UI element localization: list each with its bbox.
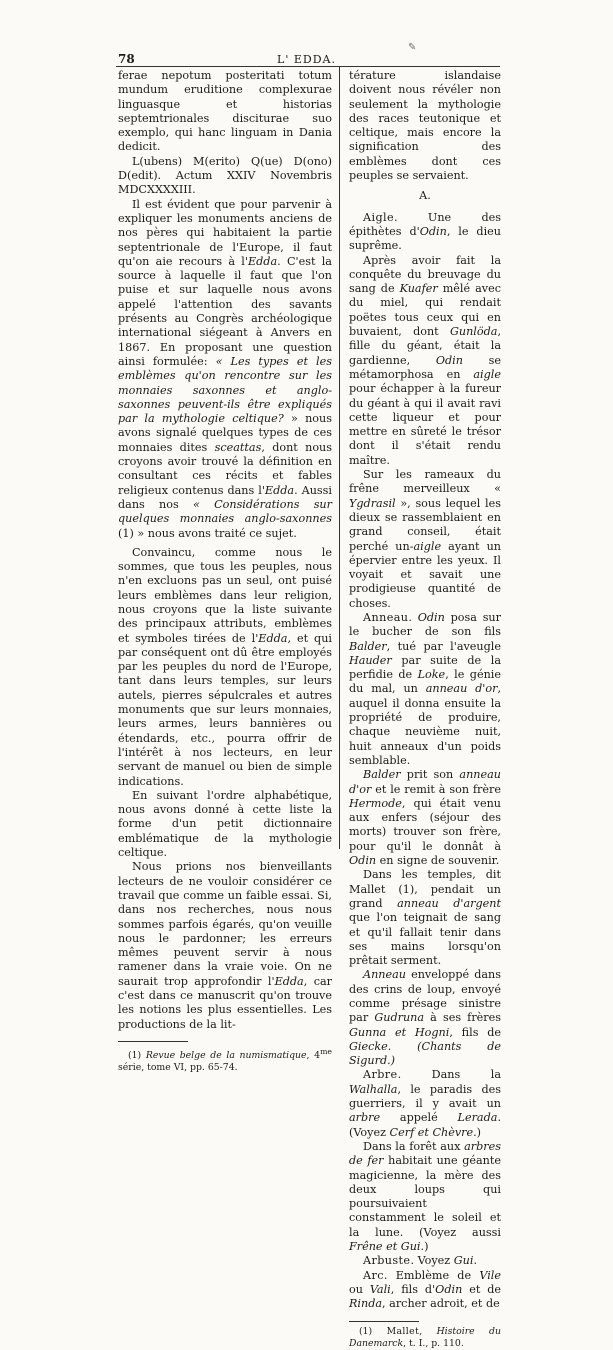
latin-paragraph: ferae nepotum posteritati totum mundum eruditione complexurae linguasque et historias septemtrionales disciturae suo exemplo, qui hanc linguam in Dania dedicit.	[118, 69, 332, 154]
entry-arc: Arc. Emblème de Vile ou Vali, fils d'Odin et de Rinda, archer adroit, et de	[349, 1268, 502, 1311]
page-number: 78	[118, 52, 135, 66]
edda-intro-paragraph: Il est évident que pour parvenir à expliquer les monuments anciens de nos pères qui habitaient la partie septentrionale de l'Europe, il faut qu'on aie recours à l'Edda. C'est la source à laquelle il faut que l'on puise et sur laquelle nous avons appelé l'attention des savants présents au Congrès archéologique international siégeant à Anvers en 1867. En proposant une question ainsi formulée: « Les types et les emblèmes qu'on rencontre sur les monnaies saxonnes et anglo-saxonnes peuvent-ils être expliqués par la mythologie celtique? » nous avons signalé quelques types de ces monnaies dites sceattas, dont nous croyons avoir trouvé la définition en consultant ces récits et fables religieux contenus dans l'Edda. Aussi dans nos « Considérations sur quelques monnaies anglo-saxonnes (1) » nous avons traité ce sujet.	[118, 197, 332, 540]
continuation-paragraph: térature islandaise doivent nous révéler non seulement la mythologie des races teutonique et celtique, mais encore la signification des emblèmes dont ces peuples se servaient.	[349, 69, 501, 183]
aigle-paragraph-1: Après avoir fait la conquête du breuvage du sang de Kuafer mêlé avec du miel, qui rendait poëtes tous ceux qui en buvaient, dont Gunlöda, fille du géant, était la gardienne, Odin se métamorphosa en aigle pour échapper à la fureur du géant à qui il avait ravi cette liqueur et pour mettre en sûreté le trésor dont il s'était rendu maître.	[349, 253, 502, 467]
entry-anneau: Anneau. Odin posa sur le bucher de son fils Balder, tué par l'aveugle Hauder par suite de la perfidie de Loke, le génie du mal, un anneau d'or, auquel il donna ensuite la propriété de produire, chaque neuvième nuit, huit anneaux d'un poids semblable.	[349, 610, 501, 767]
foret-paragraph: Dans la forêt aux arbres de fer habitait une géante magicienne, la mère des deux loups qui poursuivaient constamment le soleil et la lune. (Voyez aussi Frêne et Gui.)	[349, 1139, 502, 1254]
entry-arbuste: Arbuste. Voyez Gui.	[363, 1254, 478, 1268]
latin-dedication: L(ubens) M(erito) Q(ue) D(ono) D(edit). Actum XXIV Novembris MDCXXXXIII.	[118, 154, 332, 197]
running-head: L' EDDA.	[277, 53, 336, 66]
balder-paragraph: Balder prit son anneau d'or et le remit à son frère Hermode, qui était venu aux enfers (séjour des morts) trouver son frère, pour qu'il le donnât à Odin en signe de souvenir.	[349, 768, 501, 868]
column-divider	[339, 66, 340, 849]
pencil-mark-icon: ✎	[408, 42, 417, 53]
entry-arbre: Arbre. Dans la Walhalla, le paradis des guerriers, il y avait un arbre appelé Lerada. (Voyez Cerf et Chèvre.)	[349, 1068, 501, 1139]
entry-aigle: Aigle. Une des épithètes d'Odin, le dieu suprême.	[349, 210, 501, 253]
footnote-right: (1) Mallet, Histoire du Danemarck, t. I., p. 110.	[349, 1325, 501, 1349]
section-letter-heading: A.	[419, 189, 431, 203]
temples-paragraph: Dans les temples, dit Mallet (1), pendait un grand anneau d'argent que l'on teignait de sang et qu'il fallait tenir dans ses mains lorsqu'on prêtait serment.	[349, 868, 502, 968]
aigle-paragraph-2: Sur les rameaux du frêne merveilleux « Ygdrasil », sous lequel les dieux se rassemblaient en grand conseil, était perché un-aigle ayant un épervier entre les yeux. Il voyait et savait une prodigieuse quantité de choses.	[349, 468, 501, 610]
footnote-rule	[118, 1041, 188, 1042]
readers-paragraph: Nous prions nos bienveillants lecteurs de ne vouloir considérer ce travail que comme un faible essai. Si, dans nos recherches, nous nous sommes parfois égarés, qu'on veuille nous le pardonner; les erreurs mêmes peuvent servir à nous ramener dans la vraie voie. On ne saurait trop approfondir l'Edda, car c'est dans ce manuscrit qu'on trouve les notions les plus essentielles. Les productions de la lit-	[118, 860, 332, 1031]
emblems-paragraph: Convaincu, comme nous le sommes, que tous les peuples, nous n'en excluons pas un seul, ont puisé leurs emblèmes dans leur religion, nous croyons que la liste suivante des principaux attributs, emblèmes et symboles tirées de l'Edda, et qui par conséquent ont dû être employés par les peuples du nord de l'Europe, tant dans leurs temples, sur leurs autels, pierres sépulcrales et autres monuments que sur leurs monnaies, leurs armes, leurs bannières ou étendards, etc., pourra offrir de l'intérêt à nos lecteurs, en leur servant de manuel ou bien de simple indications.	[118, 545, 332, 788]
alphabetical-paragraph: En suivant l'ordre alphabétique, nous avons donné à cette liste la forme d'un petit dictionnaire emblématique de la mythologie celtique.	[118, 788, 332, 860]
footnote-left: (1) Revue belge de la numismatique, $4^{me}$ série, tome VI, pp. 65-74.	[118, 1046, 332, 1073]
header-rule	[116, 66, 500, 67]
left-column	[118, 69, 332, 1074]
footnote-rule	[349, 1321, 419, 1322]
anneau-paragraph-2: Anneau enveloppé dans des crins de loup, envoyé comme présage sinistre par Gudruna à ses frères Gunna et Hogni, fils de Giecke. (Chants de Sigurd.)	[349, 968, 501, 1068]
right-column	[349, 69, 501, 1350]
